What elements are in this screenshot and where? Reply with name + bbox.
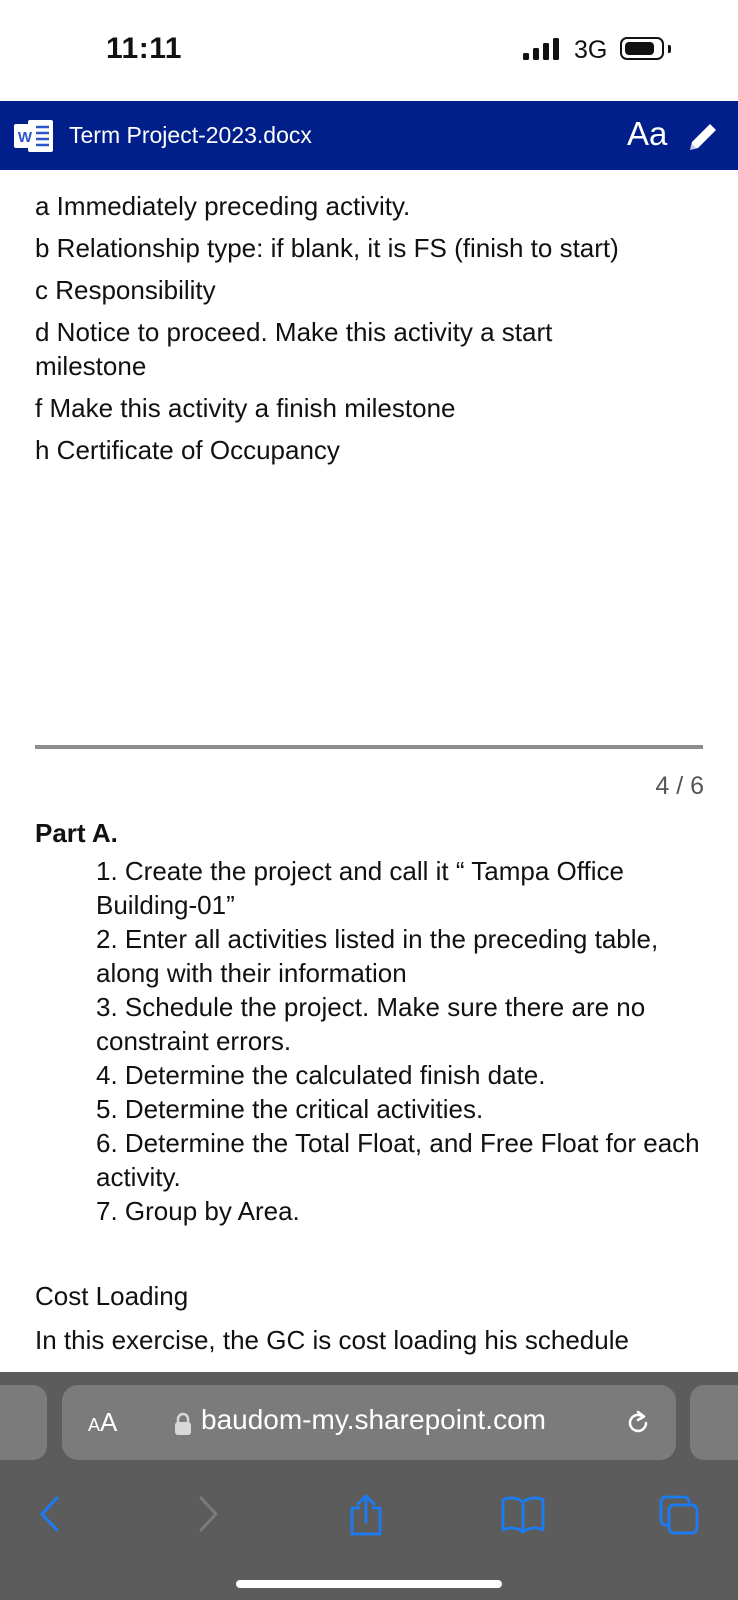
lock-icon <box>174 1412 192 1436</box>
part-a-steps <box>96 854 701 1228</box>
step-2: 2. Enter all activities listed in the preceding table, along with their information <box>96 924 659 988</box>
font-size-button[interactable]: Aa <box>627 115 668 152</box>
reload-icon[interactable] <box>624 1409 652 1437</box>
forward-icon[interactable] <box>196 1494 222 1534</box>
status-bar <box>0 0 738 101</box>
share-icon[interactable] <box>346 1494 386 1536</box>
note-f: f Make this activity a finish milestone <box>35 393 456 423</box>
status-time: 11:11 <box>106 32 182 65</box>
battery-fill <box>625 42 654 55</box>
signal-bars-icon <box>523 38 561 60</box>
page-divider <box>35 745 703 749</box>
note-h: h Certificate of Occupancy <box>35 435 340 465</box>
cost-loading-title: Cost Loading <box>35 1281 189 1311</box>
document-title: Term Project-2023.docx <box>69 122 312 148</box>
network-type: 3G <box>574 36 608 64</box>
step-6: 6. Determine the Total Float, and Free Float for each activity. <box>96 1128 700 1192</box>
next-tab-peek[interactable] <box>690 1385 738 1460</box>
document-header <box>0 101 738 170</box>
page-indicator: 4 / 6 <box>655 772 704 800</box>
step-7: 7. Group by Area. <box>96 1196 300 1226</box>
document-content <box>0 170 738 1372</box>
step-1: 1. Create the project and call it “ Tampa Office Building-01” <box>96 856 624 920</box>
note-b: b Relationship type: if blank, it is FS (finish to start) <box>35 233 619 263</box>
url-text: baudom-my.sharepoint.com <box>201 1404 546 1435</box>
battery-icon <box>620 37 664 60</box>
note-a: a Immediately preceding activity. <box>35 191 411 221</box>
browser-toolbar <box>0 1472 738 1572</box>
pencil-icon[interactable] <box>684 118 722 156</box>
home-indicator <box>236 1580 502 1588</box>
step-3: 3. Schedule the project. Make sure there are no constraint errors. <box>96 992 646 1056</box>
note-c: c Responsibility <box>35 275 216 305</box>
cost-loading-text: In this exercise, the GC is cost loading his schedule <box>35 1325 629 1355</box>
note-d: d Notice to proceed. Make this activity a start milestone <box>35 317 553 381</box>
bookmarks-icon[interactable] <box>500 1494 546 1534</box>
reader-options-button[interactable]: AA <box>88 1407 118 1437</box>
step-5: 5. Determine the critical activities. <box>96 1094 484 1124</box>
back-icon[interactable] <box>36 1494 62 1534</box>
word-app-icon <box>14 119 54 153</box>
tabs-icon[interactable] <box>658 1494 700 1536</box>
step-4: 4. Determine the calculated finish date. <box>96 1060 546 1090</box>
previous-tab-peek[interactable] <box>0 1385 47 1460</box>
part-a-title: Part A. <box>35 818 118 848</box>
address-bar[interactable] <box>62 1385 676 1460</box>
battery-nub <box>668 45 671 53</box>
browser-bar <box>0 1372 738 1600</box>
svg-text:W: W <box>17 129 33 146</box>
